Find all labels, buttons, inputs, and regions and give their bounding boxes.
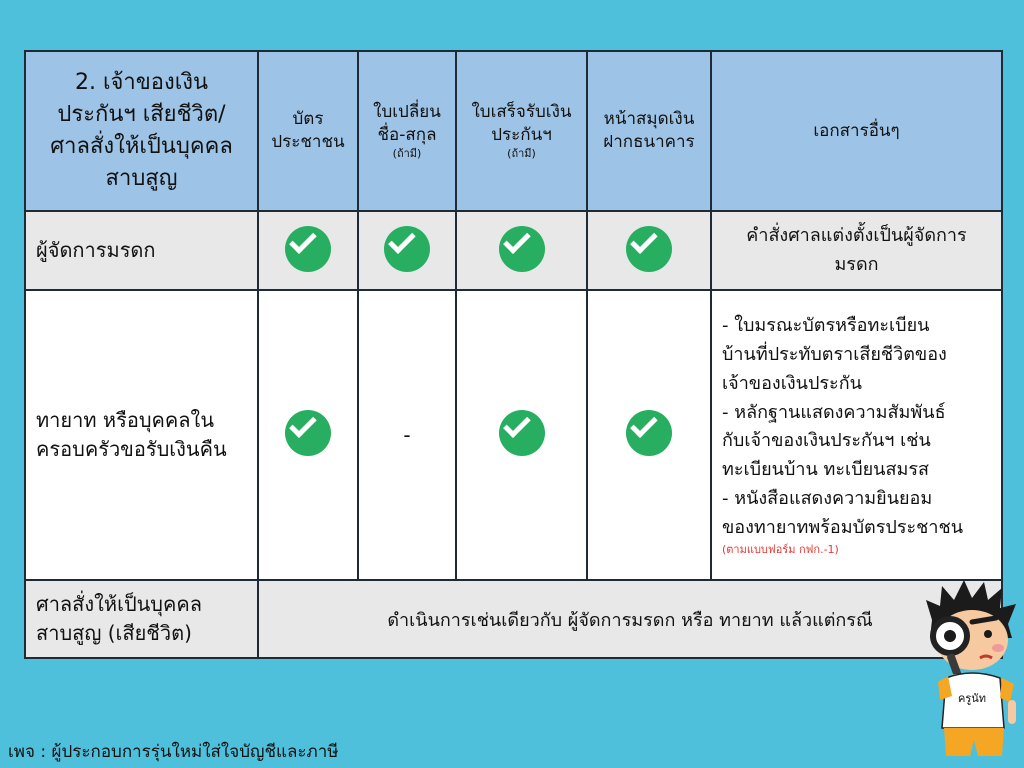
row-label-estate-manager: ผู้จัดการมรดก (25, 211, 258, 290)
teacher-mascot-illustration (920, 578, 1020, 763)
check-icon (285, 410, 331, 456)
row-label-missing-person: ศาลสั่งให้เป็นบุคคล สาบสูญ (เสียชีวิต) (25, 580, 258, 658)
missing-person-instruction: ดำเนินการเช่นเดียวกับ ผู้จัดการมรดก หรือ ทายาท แล้วแต่กรณี (258, 580, 1002, 658)
header-id-card: บัตร ประชาชน (258, 51, 358, 211)
table-row (25, 290, 1002, 580)
header-name-change: ใบเปลี่ยน ชื่อ-สกุล (ถ้ามี) (358, 51, 456, 211)
header-other-docs: เอกสารอื่นๆ (711, 51, 1002, 211)
mascot-shirt-label: ครูนัท (957, 692, 987, 705)
check-icon (626, 226, 672, 272)
header-name-change-note: (ถ้ามี) (392, 147, 422, 161)
header-receipt-note: (ถ้ามี) (507, 147, 536, 161)
other-docs-estate-manager: คำสั่งศาลแต่งตั้งเป็นผู้จัดการ มรดก (711, 211, 1002, 290)
header-receipt: ใบเสร็จรับเงิน ประกันฯ (ถ้ามี) (456, 51, 587, 211)
table-header-row (25, 51, 1002, 211)
other-docs-heir: - ใบมรณะบัตรหรือทะเบียน บ้านที่ประทับตราเสียชีวิตของ เจ้าของเงินประกัน - หลักฐานแสดงความสัมพันธ์ กับเจ้าของเงินประกันฯ เช่น ทะเบียนบ้าน ทะเบียนสมรส - หนังสือแสดงความยินยอม ของทายาทพร้อมบัตรประชาชน (ตามแบบฟอร์ม กฟก.-1) (711, 290, 1002, 580)
check-icon (499, 410, 545, 456)
check-icon (384, 226, 430, 272)
header-bankbook: หน้าสมุดเงิน ฝากธนาคาร (587, 51, 711, 211)
form-reference-note: (ตามแบบฟอร์ม กฟก.-1) (722, 543, 839, 557)
check-icon (285, 226, 331, 272)
documents-table (24, 50, 1003, 659)
header-owner-case: 2. เจ้าของเงิน ประกันฯ เสียชีวิต/ ศาลสั่งให้เป็นบุคคล สาบสูญ (25, 51, 258, 211)
check-icon (499, 226, 545, 272)
footer-page-credit: เพจ : ผู้ประกอบการรุ่นใหม่ใส่ใจบัญชีและภาษี (8, 742, 339, 762)
table-row (25, 580, 1002, 658)
not-required-dash: - (403, 423, 411, 447)
check-icon (626, 410, 672, 456)
row-label-heir: ทายาท หรือบุคคลใน ครอบครัวขอรับเงินคืน (25, 290, 258, 580)
table-row (25, 211, 1002, 290)
